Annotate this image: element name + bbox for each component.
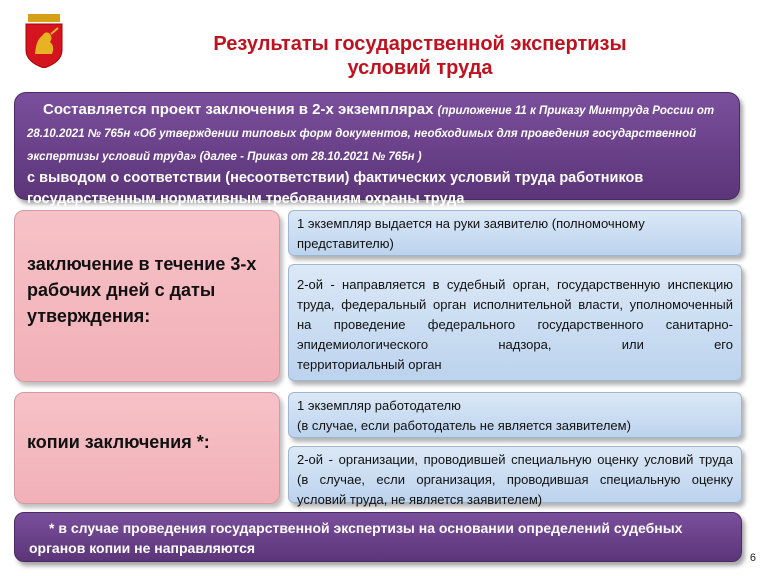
header-lead: Составляется проект заключения в 2-х экземплярах [43,101,434,118]
section1-item-2-last: территориальный орган [297,357,442,372]
title-line-1: Результаты государственной экспертизы [213,33,627,55]
page-number: 6 [749,552,756,564]
section2-item-1-line-b: (в случае, если работодатель не является заявителем) [297,418,631,433]
krasnoyarsk-coat-of-arms-icon [22,14,66,68]
section2-item-2 [288,446,742,507]
section1-item-1-text: 1 экземпляр выдается на руки заявителю (полномочному представителю) [297,216,645,251]
section2-label-box [14,392,280,504]
section1-item-2 [288,264,742,381]
section2-item-1 [288,392,742,438]
footnote-box [14,512,742,562]
section1-label: заключение в течение 3-х рабочих дней с даты утверждения: [27,254,257,326]
header-reference: (приложение 11 к Приказу Минтруда России от 28.10.2021 № 765н «Об утверждении типовых форм документов, необходимых для проведения государственной экспертизы условий труда» (далее - Приказ от 28.10.2021 № 765н ) [27,105,715,163]
header-conclusion: с выводом о соответствии (несоответствии) фактических условий труда работников государственным нормативным требованиям охраны труда [27,170,644,207]
section1-item-2-text: 2-ой - направляется в судебный орган, государственную инспекцию труда, федеральный орган исполнительной власти, уполномоченный на проведение федерального государственного санитарно-эпидемиологического надзора, или его [297,277,733,352]
title-line-2: условий труда [347,57,493,79]
section1-label-box [14,210,280,382]
footnote-line-2: органов копии не направляются [29,540,256,556]
section2-item-1-line-a: 1 экземпляр работодателю [297,398,461,413]
header-box [14,92,740,207]
section1-item-1 [288,210,742,256]
section2-item-2-text: 2-ой - организации, проводившей специальную оценку условий труда (в случае, если организация, проводившая специальную оценку условий труда, не является заявителем) [297,452,733,507]
footnote-line-1: * в случае проведения государственной экспертизы на основании определений судебных [49,520,683,536]
page-title [140,32,700,80]
section2-label: копии заключения *: [27,432,210,452]
